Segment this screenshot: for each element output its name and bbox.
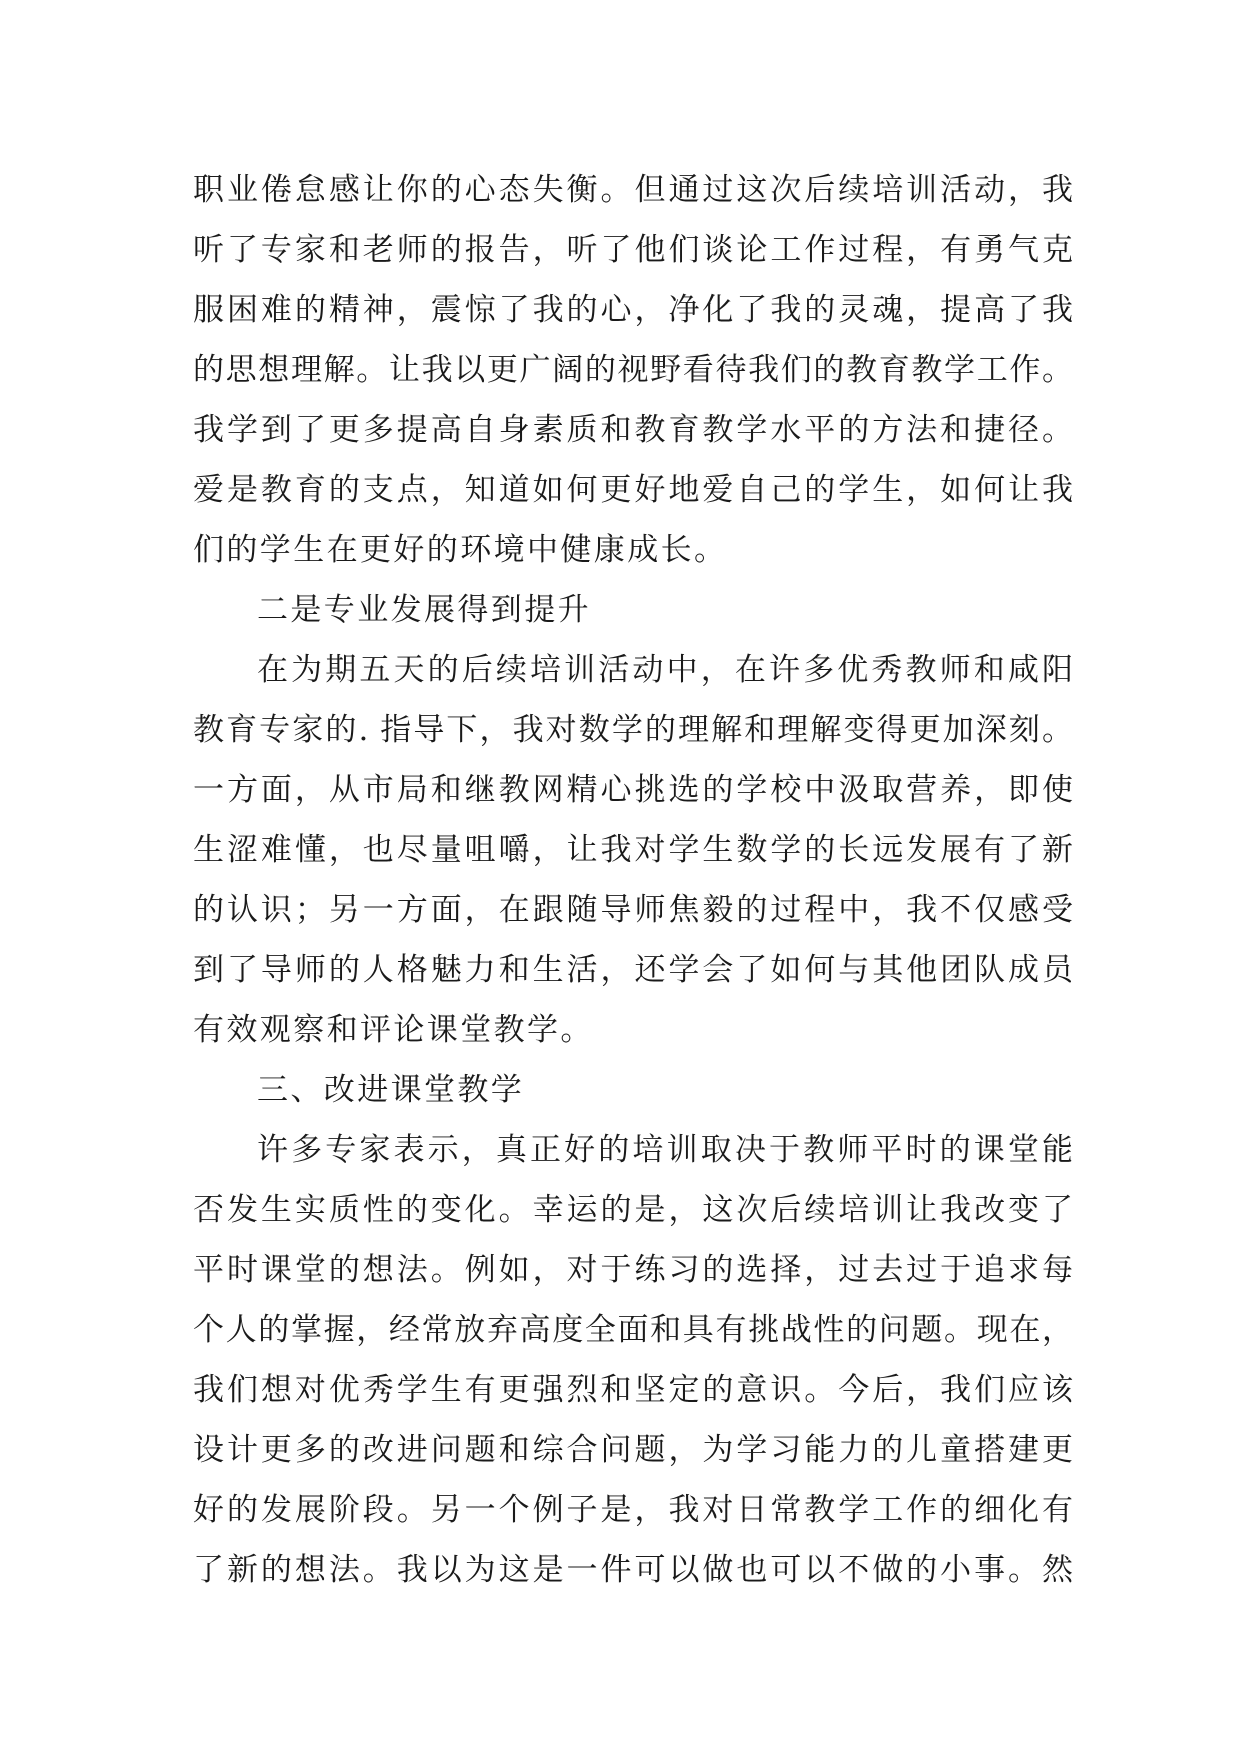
text-line: 许多专家表示，真正好的培训取决于教师平时的课堂能 <box>257 1132 1073 1168</box>
text-line: 生涩难懂，也尽量咀嚼，让我对学生数学的长远发展有了新 <box>193 832 1073 868</box>
text-line: 们的学生在更好的环境中健康成长。 <box>193 532 728 568</box>
text-line: 有效观察和评论课堂教学。 <box>193 1012 594 1048</box>
text-line: 了新的想法。我以为这是一件可以做也可以不做的小事。然 <box>193 1552 1073 1588</box>
text-line: 在为期五天的后续培训活动中，在许多优秀教师和咸阳 <box>257 652 1073 688</box>
text-line: 一方面，从市局和继教网精心挑选的学校中汲取营养，即使 <box>193 772 1073 808</box>
body-text <box>193 160 1073 1600</box>
section-heading: 三、改进课堂教学 <box>257 1072 525 1108</box>
text-line: 个人的掌握，经常放弃高度全面和具有挑战性的问题。现在， <box>193 1312 1073 1348</box>
text-line: 否发生实质性的变化。幸运的是，这次后续培训让我改变了 <box>193 1192 1073 1228</box>
text-line: 的认识；另一方面，在跟随导师焦毅的过程中，我不仅感受 <box>193 892 1073 928</box>
text-line: 我们想对优秀学生有更强烈和坚定的意识。今后，我们应该 <box>193 1372 1073 1408</box>
text-line: 职业倦怠感让你的心态失衡。但通过这次后续培训活动，我 <box>193 172 1073 208</box>
text-line: 到了导师的人格魅力和生活，还学会了如何与其他团队成员 <box>193 952 1073 988</box>
section-heading: 二是专业发展得到提升 <box>257 592 591 628</box>
text-line: 爱是教育的支点，知道如何更好地爱自己的学生，如何让我 <box>193 472 1073 508</box>
text-line: 好的发展阶段。另一个例子是，我对日常教学工作的细化有 <box>193 1492 1073 1528</box>
text-line: 我学到了更多提高自身素质和教育教学水平的方法和捷径。 <box>193 412 1073 448</box>
text-line: 设计更多的改进问题和综合问题，为学习能力的儿童搭建更 <box>193 1432 1073 1468</box>
text-line: 听了专家和老师的报告，听了他们谈论工作过程，有勇气克 <box>193 232 1073 268</box>
text-line: 平时课堂的想法。例如，对于练习的选择，过去过于追求每 <box>193 1252 1073 1288</box>
text-line: 服困难的精神，震惊了我的心，净化了我的灵魂，提高了我 <box>193 292 1073 328</box>
text-line: 的思想理解。让我以更广阔的视野看待我们的教育教学工作。 <box>193 352 1073 388</box>
text-line: 教育专家的. 指导下，我对数学的理解和理解变得更加深刻。 <box>193 712 1073 748</box>
